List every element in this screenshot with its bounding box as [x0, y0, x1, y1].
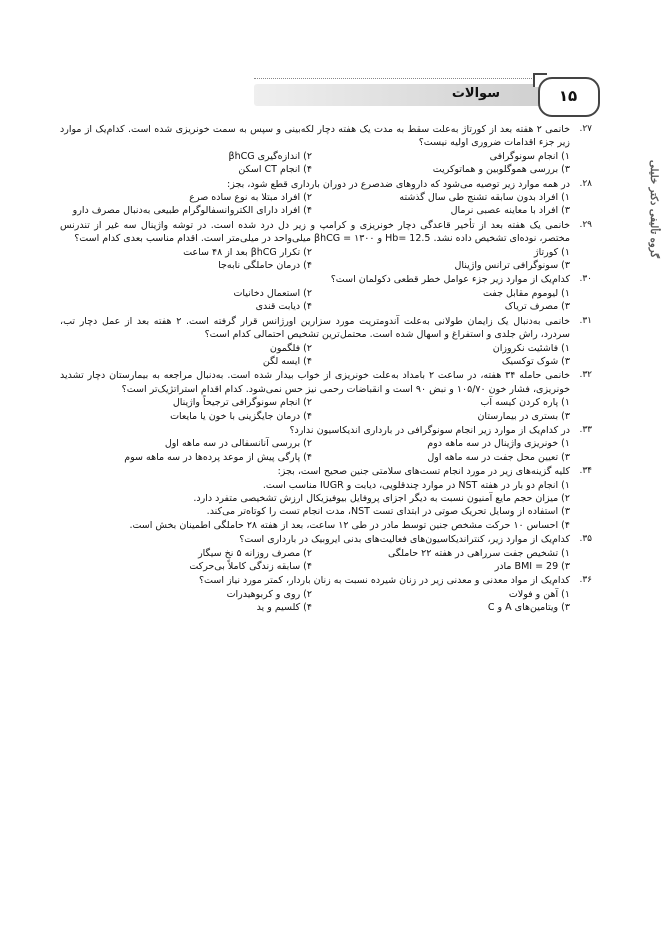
side-brand: گروه تألیفی دکتر خلیلی	[648, 160, 659, 258]
answer-options	[60, 479, 570, 533]
question-item	[60, 273, 592, 313]
answer-option: ۳) بررسی هموگلوبین و هماتوکریت	[432, 164, 570, 176]
question-item	[60, 315, 592, 369]
answer-option: ۱) آهن و فولات	[508, 588, 570, 600]
answer-option: ۱) خونریزی واژینال در سه ماهه دوم	[427, 438, 570, 450]
question-stem: در کدام‌یک از موارد زیر انجام سونوگرافی در بارداری اندیکاسیون ندارد؟	[289, 424, 570, 436]
answer-option: ۲) استعمال دخانیات	[233, 287, 312, 299]
answer-option: ۲) اندازه‌گیری βhCG	[228, 150, 312, 162]
answer-options	[60, 246, 570, 273]
question-stem: در همه موارد زیر توصیه می‌شود که داروهای ضدصرع در دوران بارداری قطع شود، بجز:	[227, 178, 570, 190]
answer-option: ۴) درمان جایگزینی با خون یا مایعات	[170, 410, 312, 422]
answer-option: ۴) انجام CT اسکن	[238, 164, 312, 176]
answer-option: ۲) بررسی آنانسفالی در سه ماهه اول	[164, 438, 312, 450]
question-stem: خانمی به‌دنبال یک زایمان طولانی به‌علت آندومتریت مورد سزارین اورژانس قرار گرفته است. ۲ هفته بعد از عمل دچار تب، سردرد، راش جلدی و استفراغ و اسهال شده است. محتمل‌ترین تشخیص احتمالی کدام است؟	[60, 315, 570, 341]
question-number: ۳۰.	[579, 274, 592, 285]
question-item	[60, 123, 592, 177]
answer-option: ۴) احساس ۱۰ حرکت مشخص جنین توسط مادر در طی ۱۲ ساعت، بعد از هفته ۲۸ حاملگی اطمینان بخش است.	[129, 519, 570, 531]
answer-option: ۳) استفاده از وسایل تحریک صوتی در ابتدای تست NST، مدت انجام تست را کوتاه‌تر می‌کند.	[206, 506, 570, 518]
answer-option: ۱) پاره کردن کیسه آب	[480, 397, 570, 409]
answer-option: ۲) تکرار βhCG بعد از ۴۸ ساعت	[183, 246, 312, 258]
answer-option: ۴) کلسیم و ید	[256, 602, 312, 614]
question-body	[60, 465, 570, 532]
question-number: ۳۴.	[579, 466, 592, 477]
answer-options	[60, 437, 570, 464]
answer-option: ۱) انجام دو بار در هفته NST در موارد چندقلویی، دیابت و IUGR مناسب است.	[262, 479, 570, 491]
question-number: ۲۸.	[579, 178, 592, 189]
answer-option: ۱) فاشئیت نکروزان	[492, 342, 570, 354]
answer-options	[60, 396, 570, 423]
answer-option: ۳) BMI = 29 مادر	[494, 561, 570, 572]
question-item	[60, 219, 592, 273]
question-stem: کدام‌یک از موارد زیر جزء عوامل خطر قطعی دکولمان است؟	[330, 274, 570, 286]
answer-option: ۴) افراد دارای الکتروانسفالوگرام طبیعی به‌دنبال مصرف دارو	[72, 205, 312, 217]
question-number: ۳۲.	[579, 370, 592, 381]
question-number: ۳۵.	[579, 534, 592, 545]
answer-option: ۴) درمان حاملگی نابه‌جا	[218, 260, 312, 272]
answer-option: ۳) افراد با معاینه عصبی نرمال	[450, 205, 570, 217]
answer-option: ۱) تشخیص جفت سرراهی در هفته ۲۲ حاملگی	[387, 547, 570, 559]
answer-option: ۱) انجام سونوگرافی	[489, 150, 570, 162]
question-body	[60, 315, 570, 369]
answer-option: ۲) مصرف روزانه ۵ نخ سیگار	[198, 547, 312, 559]
answer-option: ۴) سابقه زندگی کاملاً بی‌حرکت	[189, 561, 312, 572]
answer-option: ۳) تعیین محل جفت در سه ماهه اول	[427, 451, 570, 463]
question-body	[60, 123, 570, 177]
question-stem: کلیه گزینه‌های زیر در مورد انجام تست‌های سلامتی جنین صحیح است، بجز:	[277, 466, 570, 478]
question-stem: خانمی یک هفته بعد از تأخیر قاعدگی دچار خونریزی و کرامپ و زیر دل درد شده است. در توشه واژینال سه غیر از تندرنس مختصر، نوده‌ای تشخیص داده نشد. Hb= 12.5 و βhCG = ۱۳۰۰ میلی‌واحد در میلی‌متر است. اقدام مناسب بعدی کدام است؟	[60, 219, 570, 245]
answer-options	[60, 588, 570, 615]
answer-option: ۲) افراد مبتلا به نوع ساده صرع	[189, 192, 312, 204]
answer-options	[60, 150, 570, 177]
answer-option: ۳) شوک توکسیک	[501, 355, 570, 367]
answer-option: ۳) مصرف تریاک	[504, 301, 570, 313]
question-body	[60, 424, 570, 464]
answer-options	[60, 547, 570, 574]
answer-option: ۴) دیابت قندی	[255, 301, 312, 313]
answer-option: ۳) بستری در بیمارستان	[477, 410, 570, 422]
answer-option: ۲) فلگمون	[269, 342, 312, 354]
question-number: ۳۳.	[579, 424, 592, 435]
question-body	[60, 369, 570, 423]
answer-option: ۱) کورتاژ	[534, 246, 570, 258]
question-item	[60, 574, 592, 614]
question-body	[60, 178, 570, 218]
page-title: سوالات	[451, 86, 500, 101]
answer-option: ۲) روی و کربوهیدرات	[226, 588, 312, 600]
question-stem: خانمی حامله ۳۴ هفته، در ساعت ۲ بامداد به‌علت خونریزی از خواب بیدار شده است. به‌دنبال مراجعه به بیمارستان دچار تشدید خونریزی، فشار خون ۱۰۵/۷۰ و نبض ۹۰ است و انقباضات رحمی نیز حس نمی‌شود. کدام اقدام استراتژیک‌تر است؟	[60, 370, 570, 395]
question-item	[60, 424, 592, 464]
question-body	[60, 219, 570, 273]
question-item	[60, 533, 592, 573]
answer-options	[60, 287, 570, 314]
answer-option: ۱) افراد بدون سابقه تشنج طی سال گذشته	[399, 192, 570, 204]
question-stem: کدام‌یک از موارد زیر، کنتراندیکاسیون‌های فعالیت‌های بدنی ایروبیک در بارداری است؟	[239, 534, 570, 546]
answer-option: ۲) میزان حجم مایع آمنیون نسبت به دیگر اجزای پروفایل بیوفیزیکال ارزش تشخیصی متفرد دارد.	[193, 492, 570, 504]
questions-list	[60, 123, 592, 616]
answer-option: ۴) ایسه لگن	[262, 355, 312, 367]
question-body	[60, 273, 570, 313]
answer-options	[60, 191, 570, 218]
question-body	[60, 533, 570, 573]
question-body	[60, 574, 570, 614]
answer-option: ۱) لیوموم مقابل جفت	[482, 287, 570, 299]
question-item	[60, 178, 592, 218]
question-stem: خانمی ۲ هفته بعد از کورتاژ به‌علت سقط به مدت یک هفته دچار لکه‌بینی و سپس به سمت خونریزی شده است. کدام‌یک از موارد زیر جزء اقدامات ضروری اولیه نیست؟	[60, 124, 571, 149]
header-dotted-rule	[254, 78, 544, 79]
question-number: ۲۷.	[579, 124, 592, 134]
page-number: ۱۵	[558, 87, 578, 105]
answer-option: ۳) ویتامین‌های A و C	[487, 602, 570, 614]
question-number: ۳۱.	[579, 315, 592, 326]
question-number: ۳۶.	[579, 575, 592, 586]
answer-option: ۴) پارگی پیش از موعد پرده‌ها در سه ماهه سوم	[124, 451, 312, 463]
question-item	[60, 369, 592, 423]
question-stem: کدام‌یک از مواد معدنی و معدنی زیر در زنان شیرده نسبت به زنان باردار، کمتر مورد نیاز است؟	[198, 575, 570, 587]
question-item	[60, 465, 592, 532]
answer-options	[60, 342, 570, 369]
answer-option: ۳) سونوگرافی ترانس واژینال	[454, 260, 570, 272]
question-number: ۲۹.	[579, 219, 592, 230]
answer-option: ۲) انجام سونوگرافی ترجیحاً واژینال	[172, 397, 312, 409]
